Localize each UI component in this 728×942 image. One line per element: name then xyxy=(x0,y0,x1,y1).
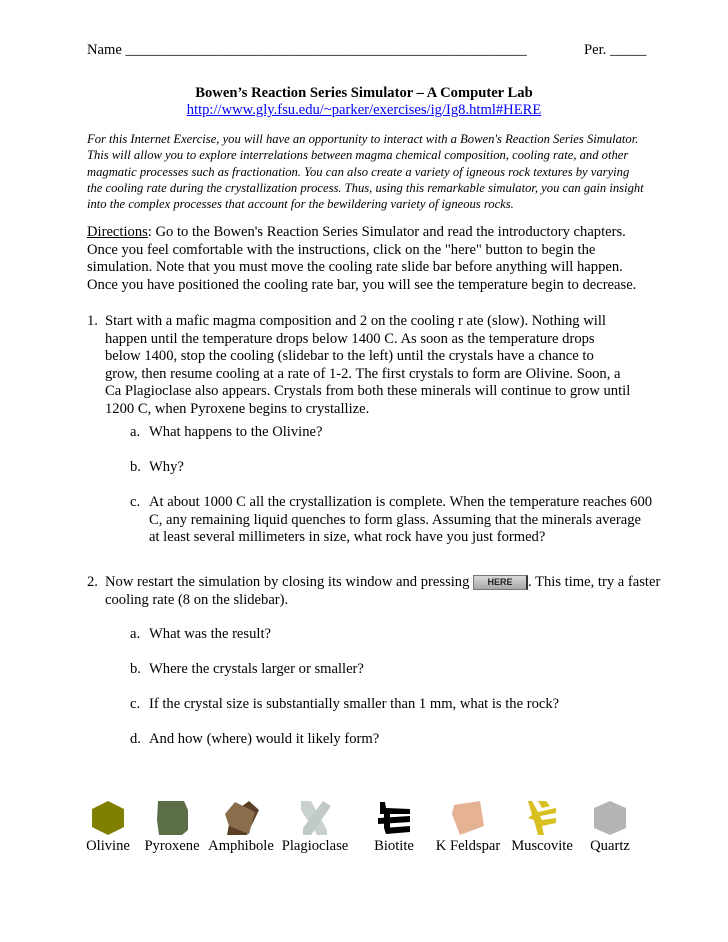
simulator-link[interactable]: http://www.gly.fsu.edu/~parker/exercises/ig/Ig8.html#HERE xyxy=(186,102,542,118)
mineral-label: Quartz xyxy=(590,838,630,854)
question-2a: What was the result? xyxy=(149,626,271,642)
mineral-label: Pyroxene xyxy=(144,838,200,854)
mineral-label: K Feldspar xyxy=(435,838,501,854)
mineral-label: Biotite xyxy=(374,838,414,854)
question-1c xyxy=(149,494,652,547)
mineral-label: Muscovite xyxy=(511,838,573,854)
mineral-label: Olivine xyxy=(86,838,130,854)
subquestion-letter: b. xyxy=(130,661,141,677)
directions-line: Once you feel comfortable with the instructions, click on the "here" button to begin the xyxy=(87,241,596,258)
directions-line: : Go to the Bowen's Reaction Series Simulator and read the introductory chapters. xyxy=(147,224,626,240)
mineral-label: Amphibole xyxy=(208,838,274,854)
question-2b: Where the crystals larger or smaller? xyxy=(149,661,364,677)
question-2d: And how (where) would it likely form? xyxy=(149,731,380,747)
question-line: Now restart the simulation by closing its window and pressing xyxy=(105,574,474,590)
question-line: below 1400, stop the cooling (slidebar to the left) until the crystals have a chance to xyxy=(105,348,594,364)
question-2c: If the crystal size is substantially smaller than 1 mm, what is the rock? xyxy=(149,696,560,712)
question-line: grow, then resume cooling at a rate of 1-2. The first crystals to form are Olivine. Soon, a xyxy=(105,365,621,382)
name-field: Name _______________________________________________________ xyxy=(87,42,527,58)
quartz-icon xyxy=(592,800,628,836)
period-field: Per. _____ xyxy=(584,42,647,58)
question-1 xyxy=(105,313,630,418)
olivine-icon xyxy=(90,800,126,836)
directions-line: simulation. Note that you must move the cooling rate slide bar before anything will happen. xyxy=(87,259,623,275)
pyroxene-icon xyxy=(154,800,190,836)
plagioclase-icon xyxy=(297,800,333,836)
question-number: 1. xyxy=(87,313,98,329)
question-line: 1200 C, when Pyroxene begins to crystallize. xyxy=(105,400,370,417)
subquestion-letter: b. xyxy=(130,459,141,475)
question-number: 2. xyxy=(87,574,98,590)
question-line: Start with a mafic magma composition and 2 on the cooling r ate (slow). Nothing will xyxy=(105,313,606,329)
intro-line: For this Internet Exercise, you will have an opportunity to interact with a Bowen's Reaction Series Simulator. xyxy=(87,132,639,146)
question-line: Ca Plagioclase also appears. Crystals from both these minerals will continue to grow until xyxy=(105,383,631,399)
intro-line: into the complex processes that account for the bewildering variety of igneous rocks. xyxy=(87,197,514,212)
mineral-quartz xyxy=(565,800,655,855)
question-1b: Why? xyxy=(149,459,184,475)
subquestion-letter: d. xyxy=(130,731,141,747)
muscovite-icon xyxy=(524,800,560,836)
directions-paragraph xyxy=(87,224,636,294)
mineral-plagioclase xyxy=(270,800,360,855)
directions-line: Once you have positioned the cooling rate bar, you will see the temperature begin to decrease. xyxy=(87,276,637,293)
intro-line: This will allow you to explore interrelations between magma chemical composition, cooling rate, and other xyxy=(87,148,629,163)
kfeldspar-icon xyxy=(450,800,486,836)
question-1a: What happens to the Olivine? xyxy=(149,424,323,440)
intro-line: the cooling rate during the crystallization process. Thus, using this remarkable simulator, you can gain insight xyxy=(87,180,644,195)
question-line: happen until the temperature drops below 1400 C. As soon as the temperature drops xyxy=(105,330,595,347)
biotite-icon xyxy=(376,800,412,836)
question-line: at least several millimeters in size, what rock have you just formed? xyxy=(149,529,546,545)
page-title: Bowen’s Reaction Series Simulator – A Computer Lab xyxy=(195,85,533,101)
subquestion-letter: c. xyxy=(130,494,141,510)
question-line: At about 1000 C all the crystallization is complete. When the temperature reaches 600 xyxy=(149,494,653,510)
here-button[interactable]: HERE xyxy=(473,575,528,590)
subquestion-letter: a. xyxy=(130,424,141,440)
directions-label: Directions xyxy=(87,224,148,240)
subquestion-letter: a. xyxy=(130,626,141,642)
mineral-label: Plagioclase xyxy=(281,838,349,854)
question-line: . This time, try a faster xyxy=(528,574,661,590)
question-line: C, any remaining liquid quenches to form glass. Assuming that the minerals average xyxy=(149,511,642,528)
subquestion-letter: c. xyxy=(130,696,141,712)
intro-paragraph xyxy=(87,131,644,212)
question-2 xyxy=(105,574,660,609)
question-line: cooling rate (8 on the slidebar). xyxy=(105,591,289,608)
amphibole-icon xyxy=(221,800,261,836)
intro-line: magmatic processes such as fractionation. You can also create a variety of igneous rock textures by varying xyxy=(87,164,630,179)
